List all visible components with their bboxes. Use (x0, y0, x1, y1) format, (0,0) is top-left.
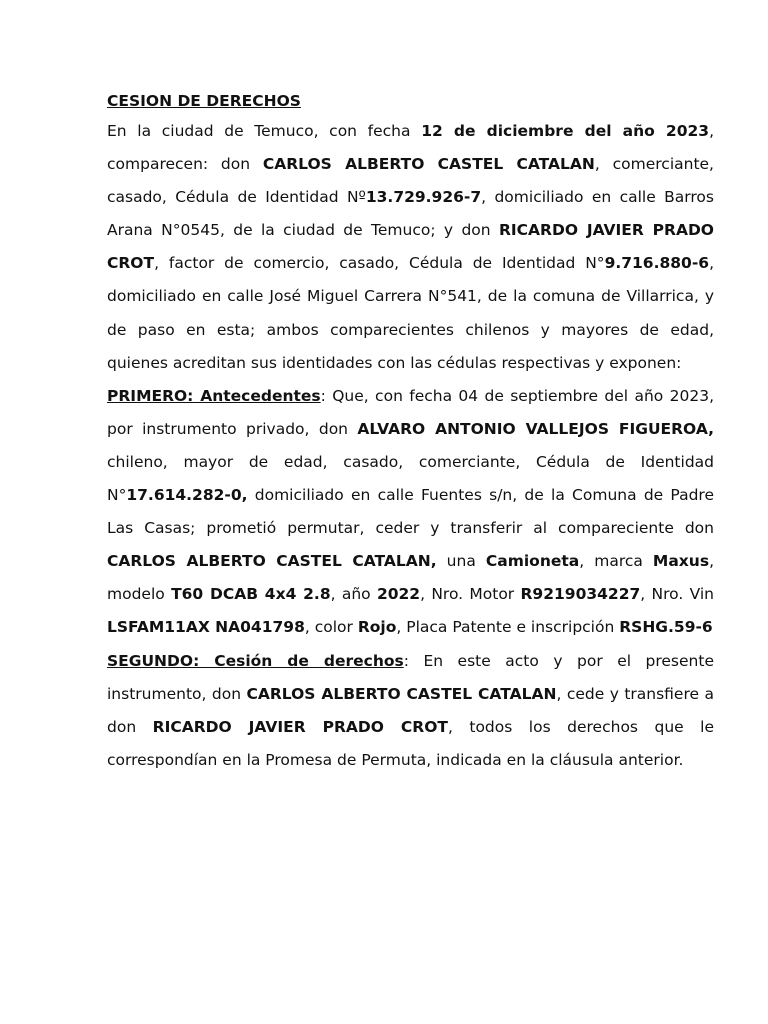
clause-heading-primero: PRIMERO: Antecedentes (107, 386, 321, 405)
clause-text: , Placa Patente e inscripción (396, 618, 620, 637)
clause-text: , Nro. Motor (420, 585, 521, 604)
clause-text: chileno, mayor de edad, casado, comerciante, Cédula de Identidad N° (107, 452, 714, 505)
party-name-ricardo: RICARDO JAVIER PRADO CROT (107, 221, 714, 273)
clause-text: una (436, 552, 486, 571)
vehicle-year: 2022 (376, 585, 421, 604)
clause-text: , todos los derechos que le correspondían en la Promesa de Permuta, indicada en la cláusula anterior. (107, 717, 715, 769)
vehicle-color: Rojo (357, 618, 397, 637)
vehicle-type: Camioneta (485, 552, 580, 571)
party-name-carlos: CARLOS ALBERTO CASTEL CATALAN, (107, 552, 437, 571)
clause-text: domiciliado en calle Fuentes s/n, de la Comuna de Padre Las Casas; prometió permutar, ceder y transferir al compareciente don (107, 486, 714, 538)
clause-text: , color (304, 618, 358, 637)
party-id-ricardo: 9.716.880-6 (604, 254, 710, 273)
clause-segundo (107, 645, 714, 777)
clause-heading-segundo: SEGUNDO: Cesión de derechos (107, 651, 404, 670)
clause-text: , Nro. Vin (640, 585, 714, 604)
vehicle-plate: RSHG.59-6 (619, 618, 713, 637)
document-title: CESION DE DERECHOS (107, 92, 301, 110)
intro-text: , comerciante, casado, Cédula de Identidad Nº (107, 155, 714, 207)
clause-text: , cede y transfiere a don (107, 684, 714, 736)
clause-text: , marca (579, 552, 653, 571)
intro-date: 12 de diciembre del año 2023 (421, 122, 710, 140)
vehicle-brand: Maxus (652, 552, 710, 571)
intro-text: , domiciliado en calle José Miguel Carrera N°541, de la comuna de Villarrica, y de paso en esta; ambos comparecientes chilenos y mayores de edad, quienes acreditan sus identidades con las cédulas respectivas y exponen: (107, 254, 714, 372)
party-name-carlos: CARLOS ALBERTO CASTEL CATALAN (262, 155, 595, 174)
party-id-carlos: 13.729.926-7 (365, 188, 482, 207)
party-name-carlos: CARLOS ALBERTO CASTEL CATALAN (246, 684, 557, 703)
intro-text: , factor de comercio, casado, Cédula de Identidad N° (154, 254, 605, 273)
intro-text: , comparecen: don (107, 122, 715, 174)
clause-primero (107, 380, 714, 645)
party-name-alvaro: ALVARO ANTONIO VALLEJOS FIGUEROA, (357, 419, 714, 438)
clause-text: , modelo (107, 552, 715, 604)
intro-text: En la ciudad de Temuco, con fecha (107, 122, 422, 140)
intro-paragraph (107, 115, 714, 380)
clause-text: : Que, con fecha 04 de septiembre del año 2023, por instrumento privado, don (107, 386, 714, 438)
vehicle-motor: R9219034227 (520, 585, 641, 604)
document-page (107, 88, 714, 777)
vehicle-vin: LSFAM11AX NA041798 (107, 618, 305, 637)
vehicle-model: T60 DCAB 4x4 2.8 (171, 585, 331, 604)
intro-text: , domiciliado en calle Barros Arana N°0545, de la ciudad de Temuco; y don (107, 188, 714, 240)
clause-text: : En este acto y por el presente instrumento, don (107, 651, 714, 703)
clause-text: , año (330, 585, 377, 604)
party-id-alvaro: 17.614.282-0, (126, 486, 248, 505)
party-name-ricardo: RICARDO JAVIER PRADO CROT (152, 717, 448, 736)
